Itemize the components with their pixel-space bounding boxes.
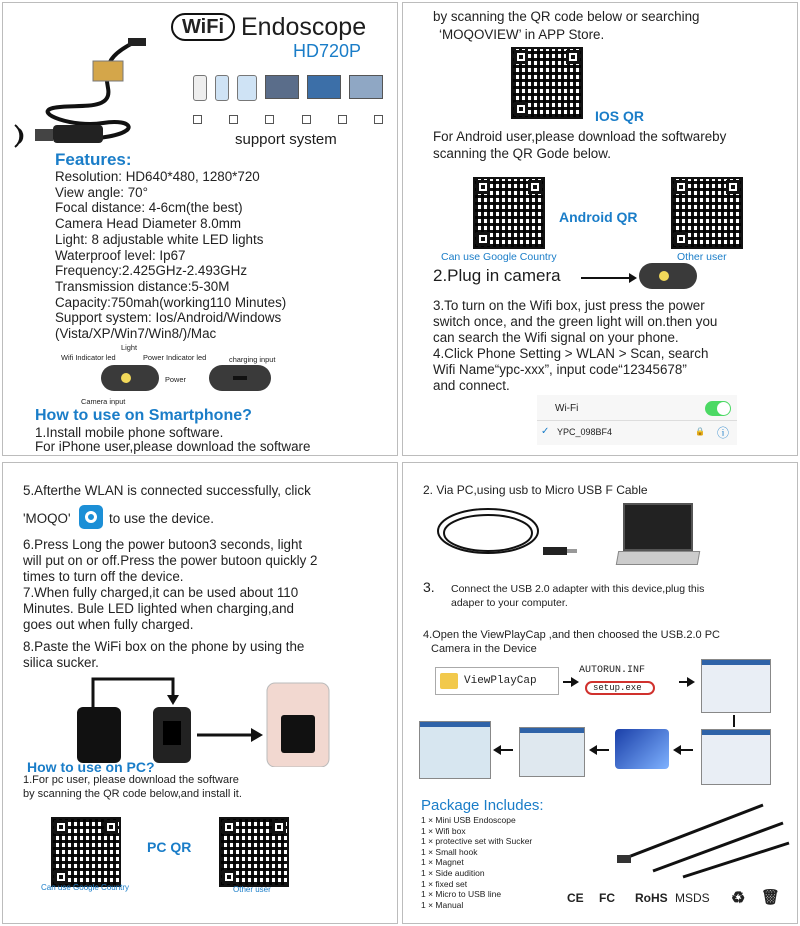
step3-line-3: can search the Wifi signal on your phone. <box>433 330 679 345</box>
step4-line-3: and connect. <box>433 378 510 393</box>
checkbox-icon <box>338 115 347 124</box>
pc-step4-line-1: 4.Open the ViewPlayCap ,and then choosed the USB.2.0 PC <box>423 629 720 641</box>
checkmark-icon: ✓ <box>541 426 550 437</box>
flow-arrow <box>679 681 693 683</box>
iphone-icon <box>215 75 229 101</box>
mounting-illustration <box>73 671 373 767</box>
pc-step4-line-2: Camera in the Device <box>431 643 537 655</box>
panel-usage <box>2 462 398 924</box>
product-model: HD720P <box>293 41 362 61</box>
step6-line-1: 6.Press Long the power butoon3 seconds, light <box>23 537 303 552</box>
package-item: 1 × Small hook <box>421 846 478 857</box>
setup-label: setup.exe <box>593 683 642 693</box>
weee-bin-icon: 🗑 <box>761 889 781 906</box>
charging-port-icon <box>233 376 247 380</box>
support-devices <box>189 75 385 133</box>
android-phone-icon <box>193 75 207 101</box>
checkbox-icon <box>374 115 383 124</box>
step7-line-2: Minutes. Bule LED lighted when charging,and <box>23 601 294 616</box>
step4-line-1: 4.Click Phone Setting > WLAN > Scan, search <box>433 346 709 361</box>
scan-line-2: ‘MOQOVIEW’ in APP Store. <box>439 27 605 42</box>
feature-line: Capacity:750mah(working110 Minutes) <box>55 294 287 310</box>
step4-line-2: Wifi Name“ypc-xxx”, input code“12345678” <box>433 362 687 377</box>
wifi-toggle[interactable] <box>705 401 731 416</box>
autorun-file <box>579 665 671 679</box>
wifi-box-side <box>209 365 271 391</box>
pc-other-caption: Other user <box>233 885 271 894</box>
feature-line: Waterproof level: Ip67 <box>55 247 186 263</box>
other-caption: Other user <box>677 251 727 263</box>
installer-window <box>701 659 771 713</box>
package-title: Package Includes: <box>421 797 544 814</box>
panel-pc-setup <box>402 462 798 924</box>
pc-qr-other <box>219 817 289 887</box>
msds-mark-icon: MSDS <box>675 891 710 905</box>
step7-line-3: goes out when fully charged. <box>23 617 194 632</box>
wifi-label: Wi-Fi <box>555 403 579 414</box>
package-item: 1 × fixed set <box>421 878 468 889</box>
diagram-power-led-label: Power Indicator led <box>143 353 207 362</box>
wifi-signal-icon <box>15 125 22 147</box>
pc-line-2: by scanning the QR code below,and install it. <box>23 788 242 800</box>
moqo-app-icon <box>79 505 103 529</box>
autorun-label: AUTORUN.INF <box>579 665 646 676</box>
feature-line: Camera Head Diameter 8.0mm <box>55 216 242 232</box>
ios-qr-code <box>511 47 583 119</box>
pc-qr-google <box>51 817 121 887</box>
package-item: 1 × Magnet <box>421 857 464 868</box>
recycle-icon: ♻ <box>731 890 746 907</box>
pc-step3-line-1: Connect the USB 2.0 adapter with this device,plug this <box>451 583 705 595</box>
step6-line-3: times to turn off the device. <box>23 569 184 584</box>
support-title: support system <box>235 131 337 148</box>
feature-line: Frequency:2.425GHz-2.493GHz <box>55 263 248 279</box>
moqo-after: to use the device. <box>109 511 214 526</box>
step6-line-2: will put on or off.Press the power butoon quickly 2 <box>23 553 318 568</box>
lock-icon: 🔒 <box>695 427 705 436</box>
led-icon <box>121 373 131 383</box>
pc-qr-label: PC QR <box>147 839 192 855</box>
wifi-badge-text: WiFi <box>181 16 225 38</box>
pc-line-1: 1.For pc user, please download the software <box>23 774 239 786</box>
led-icon <box>659 271 669 281</box>
laptop-icon <box>265 75 299 99</box>
smartphone-title: How to use on Smartphone? <box>35 407 252 424</box>
support-checkboxes <box>193 115 383 127</box>
wifi-settings-panel <box>537 395 737 445</box>
package-item: 1 × Micro to USB line <box>421 889 502 900</box>
mac-laptop-icon <box>349 75 383 99</box>
step3-line-1: 3.To turn on the Wifi box, just press the power <box>433 298 705 313</box>
ios-qr-label: IOS QR <box>595 108 645 124</box>
windows-laptop-icon <box>307 75 341 99</box>
smartphone-iphone-line: For iPhone user,please download the software <box>35 439 311 454</box>
feature-line: Focal distance: 4-6cm(the best) <box>55 200 243 216</box>
cert-row <box>567 891 787 911</box>
step8-line-2: silica sucker. <box>23 655 99 670</box>
ce-mark-icon: CE <box>567 891 584 905</box>
flow-arrow-left <box>495 749 513 751</box>
checkbox-icon <box>229 115 238 124</box>
rohs-mark-icon: RoHS <box>635 891 668 905</box>
wifi-network-name[interactable]: YPC_098BF4 <box>557 427 613 437</box>
feature-line: Transmission distance:5-30M <box>55 278 230 294</box>
panel-app-setup <box>402 2 798 456</box>
wifi-box-front <box>101 365 159 391</box>
package-item: 1 × Wifi box <box>421 825 466 836</box>
laptop-illustration <box>617 503 699 573</box>
pc-step3-num: 3. <box>423 579 435 595</box>
feature-line: Light: 8 adjustable white LED lights <box>55 231 264 247</box>
diagram-camera-input-label: Camera input <box>81 397 126 406</box>
scan-line-1: by scanning the QR code below or searching <box>433 9 700 24</box>
folder-icon <box>440 673 458 689</box>
pc-step3-line-2: adaper to your computer. <box>451 597 568 609</box>
fcc-mark-icon: FC <box>599 891 615 905</box>
plug-camera-icon <box>639 263 697 289</box>
features-title: Features: <box>55 150 132 169</box>
android-line-1: For Android user,please download the softwareby <box>433 129 727 144</box>
checkbox-icon <box>193 115 202 124</box>
pc-google-caption: Can use Google Country <box>41 883 130 892</box>
step8-line-1: 8.Paste the WiFi box on the phone by using the <box>23 639 305 654</box>
feature-line: (Vista/XP/Win7/Win8/)/Mac <box>55 326 217 341</box>
setup-file[interactable] <box>585 681 655 695</box>
package-item: 1 × Side audition <box>421 867 485 878</box>
info-icon[interactable]: ⓘ <box>717 426 730 440</box>
flow-arrow-left <box>675 749 693 751</box>
camera-view-window <box>419 721 491 779</box>
android-line-2: scanning the QR Gode below. <box>433 146 611 161</box>
viewplaycap-folder <box>435 667 559 695</box>
panel-overview <box>2 2 398 456</box>
viewplaycap-window <box>519 727 585 777</box>
smartphone-step1: 1.Install mobile phone software. <box>35 425 224 440</box>
product-illustration <box>13 33 183 158</box>
product-name: Endoscope <box>241 13 367 41</box>
step7-line-1: 7.When fully charged,it can be used about 110 <box>23 585 299 600</box>
flow-arrow <box>563 681 577 683</box>
feature-line: View angle: 70° <box>55 184 148 200</box>
android-qr-google <box>473 177 545 249</box>
folder-label: ViewPlayCap <box>464 675 537 687</box>
plug-arrow <box>581 277 635 279</box>
android-qr-other <box>671 177 743 249</box>
step5-line: 5.Afterthe WLAN is connected successfully, click <box>23 483 311 498</box>
pc-step2: 2. Via PC,using usb to Micro USB F Cable <box>423 483 648 497</box>
flow-arrow-left <box>591 749 609 751</box>
diagram-wifi-led-label: Wifi Indicator led <box>61 353 116 362</box>
package-list <box>421 815 532 910</box>
feature-line: Resolution: HD640*480, 1280*720 <box>55 169 260 184</box>
moqo-label: 'MOQO' <box>23 511 71 526</box>
pc-title: How to use on PC? <box>27 759 155 775</box>
diagram-light-label: Light <box>121 343 138 352</box>
package-item: 1 × Mini USB Endoscope <box>421 815 516 825</box>
checkbox-icon <box>265 115 274 124</box>
step3-line-2: switch once, and the green light will on.then you <box>433 314 718 329</box>
accessories-illustration <box>613 799 793 879</box>
diagram-power-label: Power <box>165 375 186 384</box>
tablet-icon <box>237 75 257 101</box>
feature-line: Support system: Ios/Android/Windows <box>55 310 282 326</box>
diagram-charging-label: charging input <box>229 355 276 364</box>
google-caption: Can use Google Country <box>441 251 557 263</box>
installer-window-2 <box>701 729 771 785</box>
package-item: 1 × protective set with Sucker <box>421 836 533 847</box>
plug-title: 2.Plug in camera <box>433 266 561 285</box>
checkbox-icon <box>302 115 311 124</box>
usb-cable-illustration <box>433 501 583 571</box>
package-item: 1 × Manual <box>421 899 464 910</box>
android-qr-label: Android QR <box>559 209 638 225</box>
viewplaycap-app-icon <box>615 729 669 769</box>
flow-arrow-down <box>733 715 735 727</box>
